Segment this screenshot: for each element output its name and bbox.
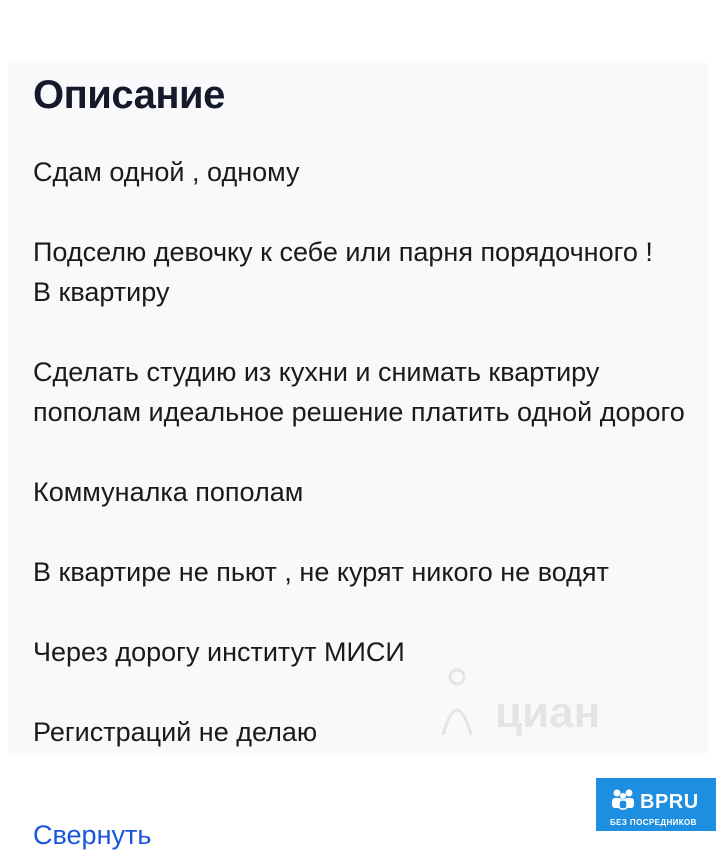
bpru-badge[interactable] (596, 778, 716, 831)
description-paragraph: В квартире не пьют , не курят никого не водят (33, 557, 609, 587)
section-title: Описание (33, 73, 225, 117)
description-paragraph: Сделать студию из кухни и снимать квартиру пополам идеальное решение платить одной дорого (33, 357, 685, 427)
description-section (33, 72, 693, 792)
people-icon (610, 788, 636, 815)
description-text (33, 152, 693, 752)
badge-subtitle: БЕЗ ПОСРЕДНИКОВ (610, 818, 697, 827)
description-paragraph: Регистраций не делаю (33, 717, 318, 747)
description-paragraph: Через дорогу институт МИСИ (33, 637, 405, 667)
badge-brand: BPRU (640, 790, 699, 813)
watermark-text: циан (495, 688, 601, 737)
description-paragraph: Сдам одной , одному (33, 157, 300, 187)
collapse-link[interactable]: Свернуть (33, 820, 152, 850)
description-paragraph: Подселю девочку к себе или парня порядочного ! В квартиру (33, 237, 653, 307)
description-paragraph: Коммуналка пополам (33, 477, 304, 507)
